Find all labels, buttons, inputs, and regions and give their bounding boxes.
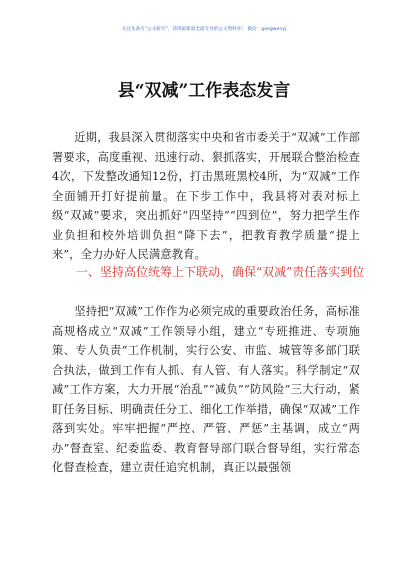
body-paragraph-2: 坚持把“双减”工作作为必须完成的重要政治任务，高标准高规格成立“双减”工作领导小组，建立“专班推进、专项施策、专人负责”工作机制，实行公安、市监、城管等多部门联合执法，做到工作有人抓、有人管、有人落实。科学制定“双减”工作方案，大力开展“治乱”“减负”“防风险”三大行动，紧盯任务目标、明确责任分工、细化工作举措，确保“双减”工作落到实处。牢牢把握“严控、严管、严惩”主基调，成立“两办”督查室、纪委监委、教育督导部门联合督导组，实行常态化督查检查，建立责任追究机制，真正以最强领	[52, 305, 360, 474]
section-heading-1: 一、坚持高位统筹上下联动，确保“双减”责任落实到位	[76, 265, 365, 279]
body-paragraph-1-block	[52, 128, 360, 265]
body-paragraph-2-block	[52, 302, 360, 478]
body-paragraph-1: 近期，我县深入贯彻落实中央和省市委关于“双减”工作部署要求，高度重视、迅速行动、狠抓落实，开展联合整治检查4次，下发整改通知12份，打击黑班黑校4所，为“双减”工作全面铺开打好提前量。在下步工作中，我县将对表对标上级“双减”要求，突出抓好“四坚持”“四到位”，努力把学生作业负担和校外培训负担“降下去”，把教育教学质量“提上来”，全力办好人民满意教育。	[52, 131, 360, 261]
document-title: 县“双减”工作表态发言	[117, 81, 291, 101]
promo-banner: 关注头条号“公文研究”，获得最新最全最专业的公文资料库！ 微信：gongwenyj	[121, 27, 287, 32]
